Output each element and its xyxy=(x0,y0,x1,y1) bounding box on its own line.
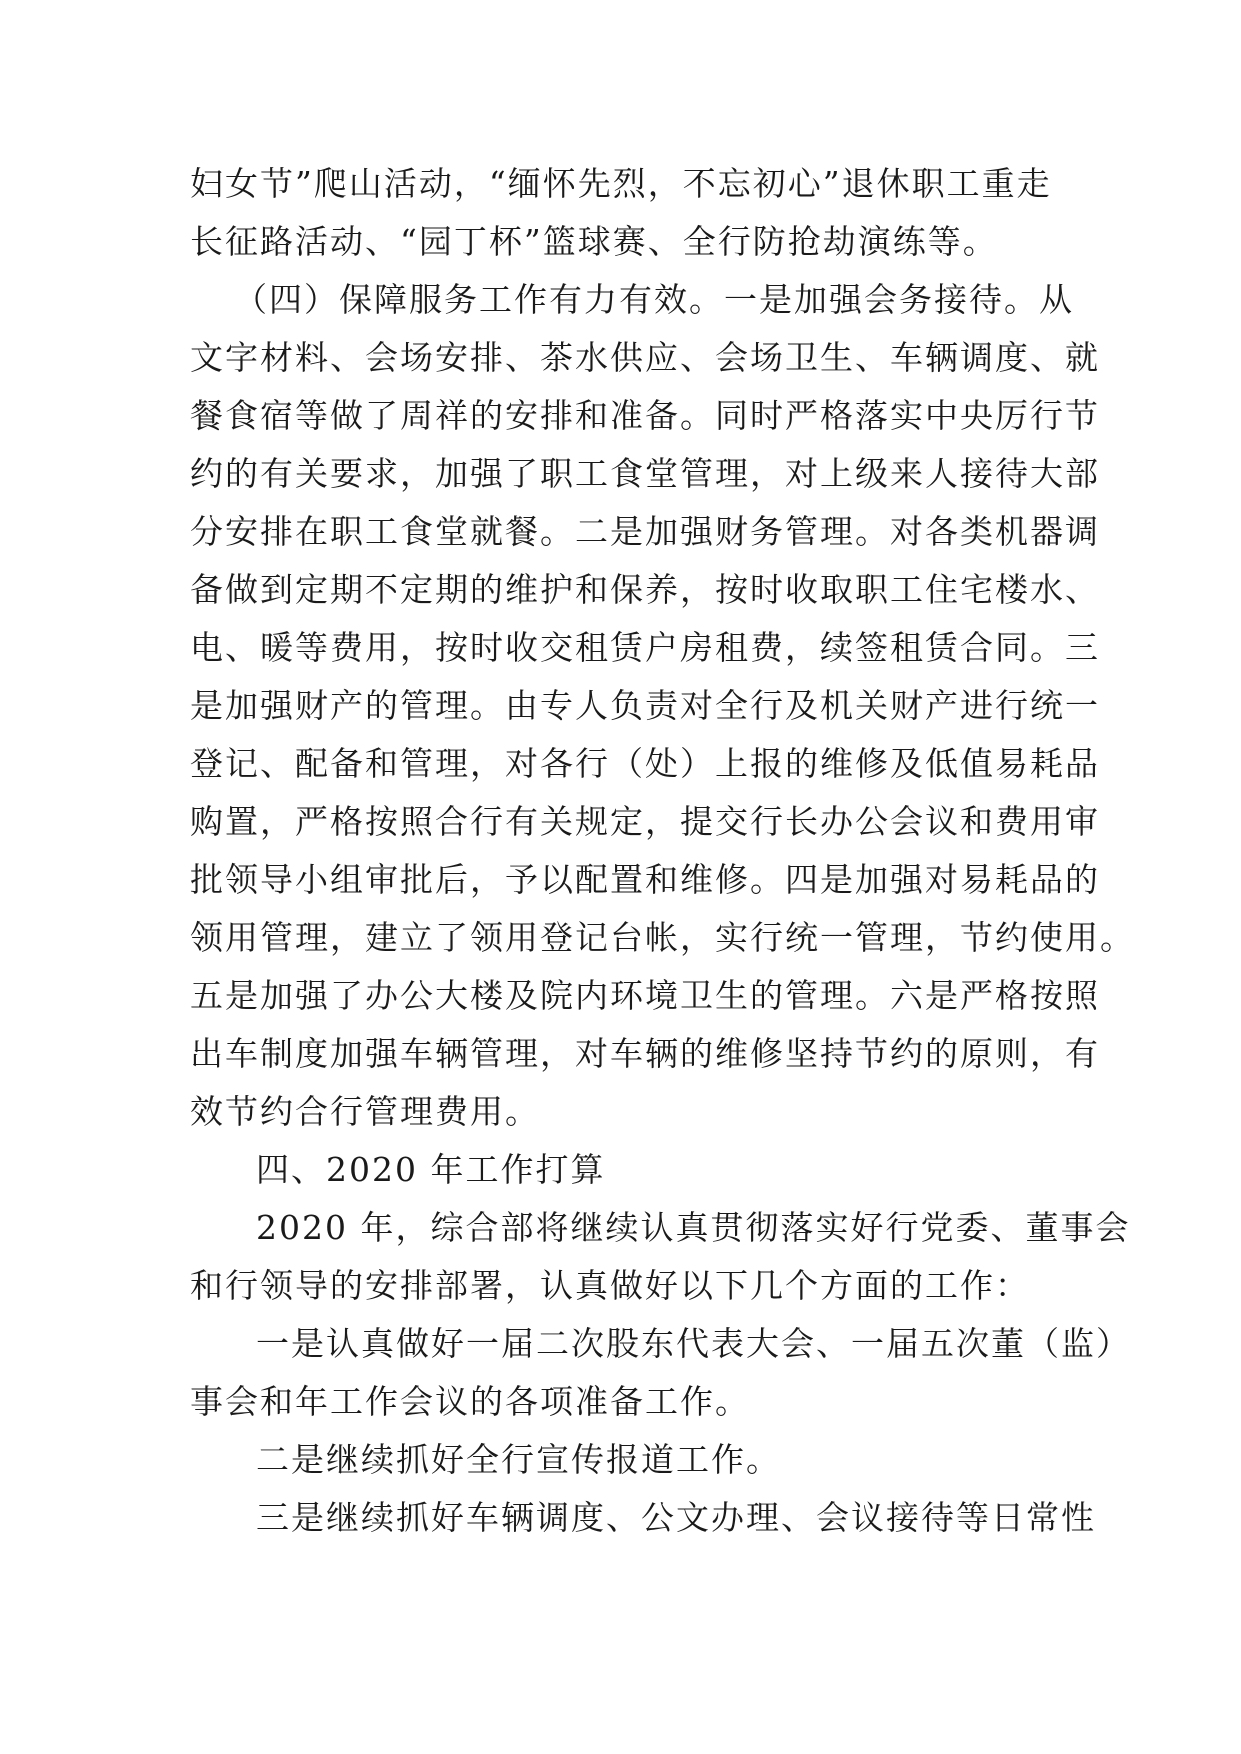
section-heading: 四、2020 年工作打算 xyxy=(256,1150,606,1189)
body-text xyxy=(190,155,1135,1547)
text-line: 和行领导的安排部署，认真做好以下几个方面的工作： xyxy=(190,1266,1030,1305)
text-line: 登记、配备和管理，对各行（处）上报的维修及低值易耗品 xyxy=(190,744,1100,783)
text-line: 出车制度加强车辆管理，对车辆的维修坚持节约的原则，有 xyxy=(190,1034,1100,1073)
text-line: 二是继续抓好全行宣传报道工作。 xyxy=(256,1440,781,1479)
text-line: 餐食宿等做了周祥的安排和准备。同时严格落实中央厉行节 xyxy=(190,396,1100,435)
text-line: 三是继续抓好车辆调度、公文办理、会议接待等日常性 xyxy=(256,1498,1096,1537)
text-line: （四）保障服务工作有力有效。一是加强会务接待。从 xyxy=(234,280,1074,319)
text-line: 五是加强了办公大楼及院内环境卫生的管理。六是严格按照 xyxy=(190,976,1100,1015)
text-line: 约的有关要求，加强了职工食堂管理，对上级来人接待大部 xyxy=(190,454,1100,493)
text-line: 备做到定期不定期的维护和保养，按时收取职工住宅楼水、 xyxy=(190,570,1100,609)
text-line: 批领导小组审批后，予以配置和维修。四是加强对易耗品的 xyxy=(190,860,1100,899)
text-line: 事会和年工作会议的各项准备工作。 xyxy=(190,1382,750,1421)
text-line: 妇女节”爬山活动，“缅怀先烈，不忘初心”退休职工重走 xyxy=(190,164,1052,203)
text-line: 2020 年，综合部将继续认真贯彻落实好行党委、董事会 xyxy=(256,1208,1131,1247)
text-line: 长征路活动、“园丁杯”篮球赛、全行防抢劫演练等。 xyxy=(190,222,998,261)
text-line: 是加强财产的管理。由专人负责对全行及机关财产进行统一 xyxy=(190,686,1100,725)
text-line: 电、暖等费用，按时收交租赁户房租费，续签租赁合同。三 xyxy=(190,628,1100,667)
text-line: 购置，严格按照合行有关规定，提交行长办公会议和费用审 xyxy=(190,802,1100,841)
text-line: 领用管理，建立了领用登记台帐，实行统一管理，节约使用。 xyxy=(190,918,1135,957)
text-line: 效节约合行管理费用。 xyxy=(190,1092,540,1131)
text-line: 分安排在职工食堂就餐。二是加强财务管理。对各类机器调 xyxy=(190,512,1100,551)
text-line: 一是认真做好一届二次股东代表大会、一届五次董（监） xyxy=(256,1324,1131,1363)
text-line: 文字材料、会场安排、茶水供应、会场卫生、车辆调度、就 xyxy=(190,338,1100,377)
